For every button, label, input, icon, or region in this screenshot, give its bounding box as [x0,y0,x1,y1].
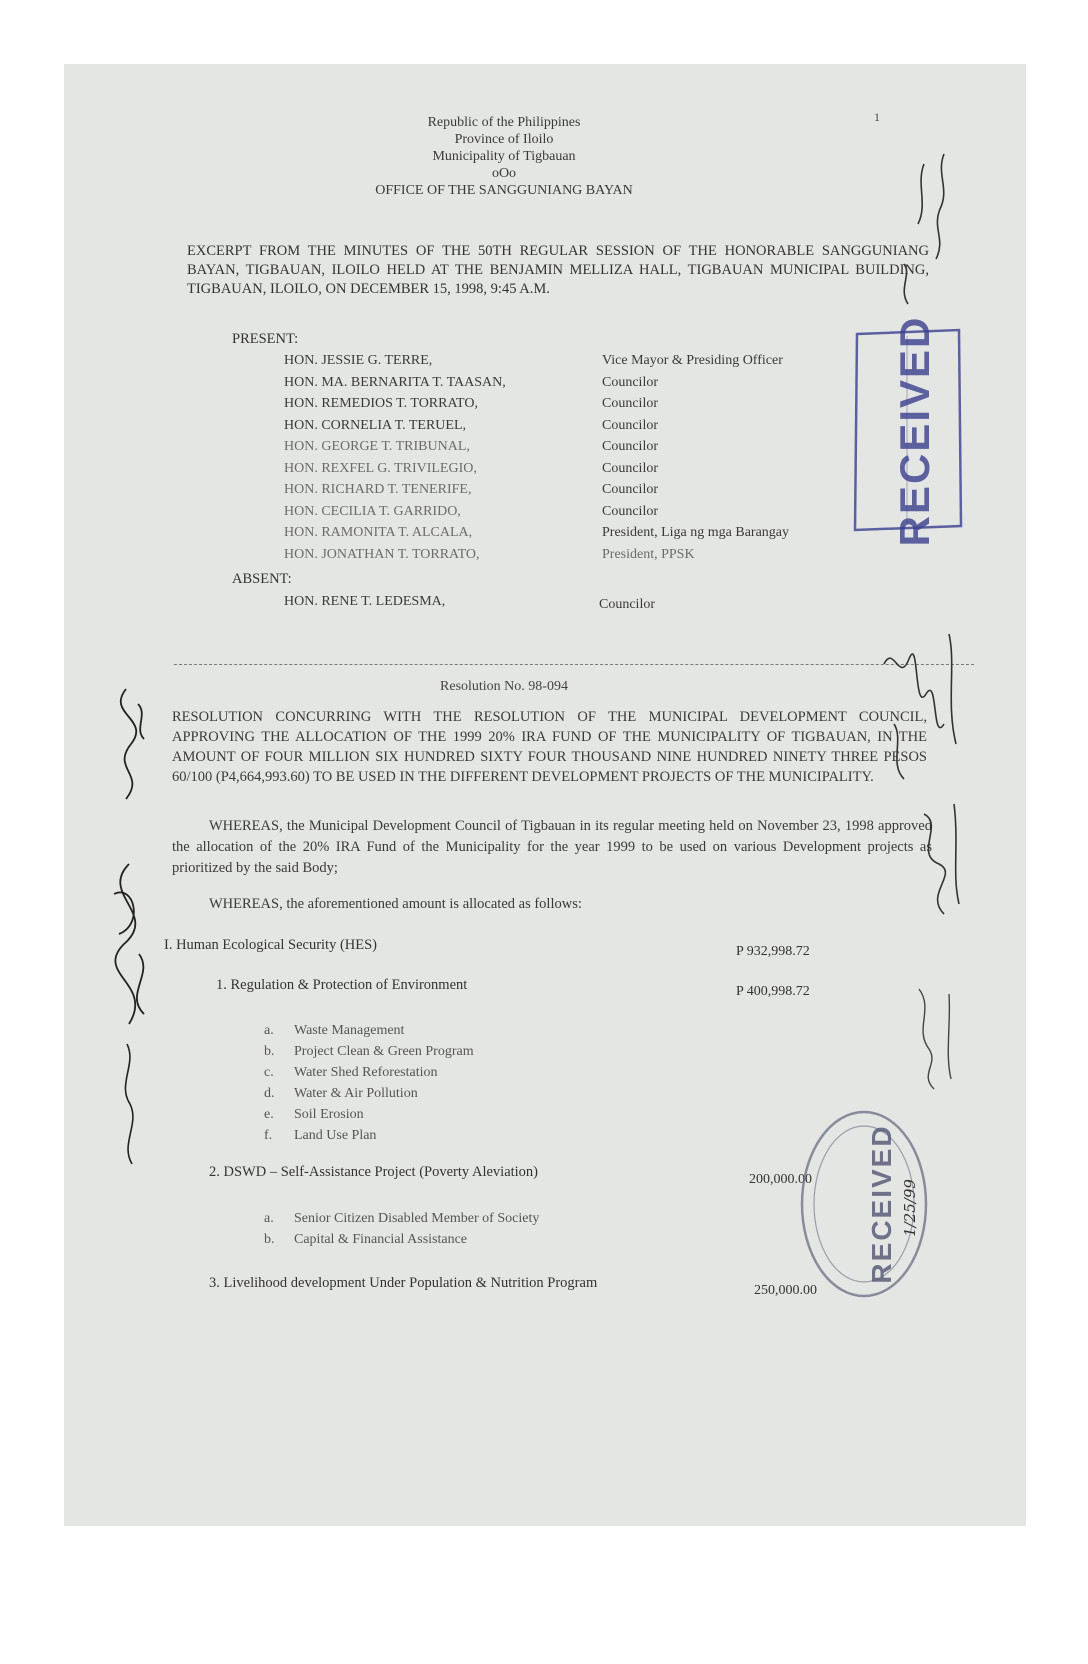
absent-name: HON. RENE T. LEDESMA, [284,594,446,609]
allocation-section-label: I. Human Ecological Security (HES) [164,937,378,953]
handwritten-note-mpdo [864,604,974,794]
list-item: a. Senior Citizen Disabled Member of Society [264,1211,540,1226]
resolution-number: Resolution No. 98-094 [440,679,568,694]
allocation-item-2-subitems [264,1208,539,1250]
attendee-name: HON. JONATHAN T. TORRATO, [284,546,480,562]
allocation-section-amount: P 932,998.72 [736,944,810,959]
attendee-position: Councilor [602,482,658,497]
received-stamp-bottom [794,1104,934,1304]
attendee-name: HON. CECILIA T. GARRIDO, [284,503,461,519]
handwritten-note-engineer [884,144,974,314]
attendee-position: Councilor [602,374,658,390]
handwritten-initials [904,794,974,924]
header-office: OFFICE OF THE SANGGUNIANG BAYAN [375,183,633,198]
attendee-name: HON. JESSIE G. TERRE, [284,353,433,368]
header-province: Province of Iloilo [454,132,554,147]
allocation-item-2-amount: 200,000.00 [749,1172,812,1187]
resolution-title: RESOLUTION CONCURRING WITH THE RESOLUTION OF THE MUNICIPAL DEVELOPMENT COUNCIL, APPROVING THE ALLOCATION OF THE 1999 20% IRA FUND OF THE MUNICIPALITY OF TIGBAUAN, IN THE AMOUNT OF FOUR MILLION SIX HUNDRED SIXTY FOUR THOUSAND NINE HUNDRED NINETY THREE PESOS 60/100 (P4,664,993.60) TO BE USED IN THE DIFFERENT DEVELOPMENT PROJECTS OF THE MUNICIPALITY. [172,709,927,785]
received-stamp-date: 1/25/99 [901,1179,919,1237]
absent-position: Councilor [599,597,655,612]
allocation-item-1-amount: P 400,998.72 [736,984,810,999]
list-item: d. Water & Air Pollution [264,1086,418,1101]
received-stamp-bottom-text: RECEIVED [866,1124,897,1284]
whereas-clause-2: WHEREAS, the aforementioned amount is allocated as follows: [209,896,582,912]
attendee-name: HON. CORNELIA T. TERUEL, [284,417,466,433]
list-item: e. Soil Erosion [264,1107,364,1122]
attendee-position: President, PPSK [602,546,695,562]
attendee-position: Councilor [602,503,658,519]
list-item: b. Capital & Financial Assistance [264,1232,468,1247]
header-municipality: Municipality of Tigbauan [432,149,576,164]
attendee-position: President, Liga ng mga Barangay [602,525,790,540]
handwritten-date-note [899,974,969,1094]
attendee-position: Councilor [602,460,658,476]
attendee-name: HON. RICHARD T. TENERIFE, [284,482,472,497]
section-divider [174,664,974,665]
attendee-position: Vice Mayor & Presiding Officer [602,353,783,368]
present-positions [602,350,789,565]
attendee-name: HON. MA. BERNARITA T. TAASAN, [284,374,506,390]
signature-left-middle [84,854,174,1034]
received-stamp-top [849,315,967,547]
minutes-excerpt: EXCERPT FROM THE MINUTES OF THE 50TH REGULAR SESSION OF THE HONORABLE SANGGUNIANG BAYAN, TIGBAUAN, ILOILO HELD AT THE BENJAMIN MELLIZA HALL, TIGBAUAN MUNICIPAL BUILDING, TIGBAUAN, ILOILO, ON DECEMBER 15, 1998, 9:45 A.M. [187,243,929,297]
allocation-item-3-label: 3. Livelihood development Under Population & Nutrition Program [209,1275,598,1291]
received-stamp-text: RECEIVED [891,315,938,547]
allocation-item-1-subitems [264,1020,474,1146]
attendee-name: HON. GEORGE T. TRIBUNAL, [284,439,470,454]
header-republic: Republic of the Philippines [427,115,581,130]
list-item: c. Water Shed Reforestation [264,1065,438,1080]
signature-left-bottom [102,1034,152,1174]
present-names [284,350,506,565]
allocation-item-2-label: 2. DSWD – Self-Assistance Project (Poverty Aleviation) [209,1164,539,1180]
attendee-position: Councilor [602,396,658,411]
present-label: PRESENT: [232,331,299,347]
attendee-position: Councilor [602,417,658,433]
attendee-name: HON. REXFEL G. TRIVILEGIO, [284,460,477,476]
whereas-clause-1: WHEREAS, the Municipal Development Council of Tigbauan in its regular meeting held on November 23, 1998 approved the allocation of the 20% IRA Fund of the Municipality for the year 1999 to be used on various Development projects as prioritized by the said Body; [172,818,932,876]
list-item: f. Land Use Plan [264,1128,377,1143]
attendee-position: Councilor [602,439,658,454]
attendee-name: HON. REMEDIOS T. TORRATO, [284,396,478,411]
signature-left-top [96,674,166,804]
allocation-item-1-label: 1. Regulation & Protection of Environment [216,977,468,993]
header-ornament: oOo [491,166,517,181]
page-number: 1 [874,110,880,124]
absent-label: ABSENT: [232,571,292,587]
list-item: a. Waste Management [264,1023,405,1038]
document-page [64,64,1026,1526]
allocation-item-3-amount: 250,000.00 [754,1283,817,1298]
attendee-name: HON. RAMONITA T. ALCALA, [284,525,473,540]
list-item: b. Project Clean & Green Program [264,1044,474,1059]
